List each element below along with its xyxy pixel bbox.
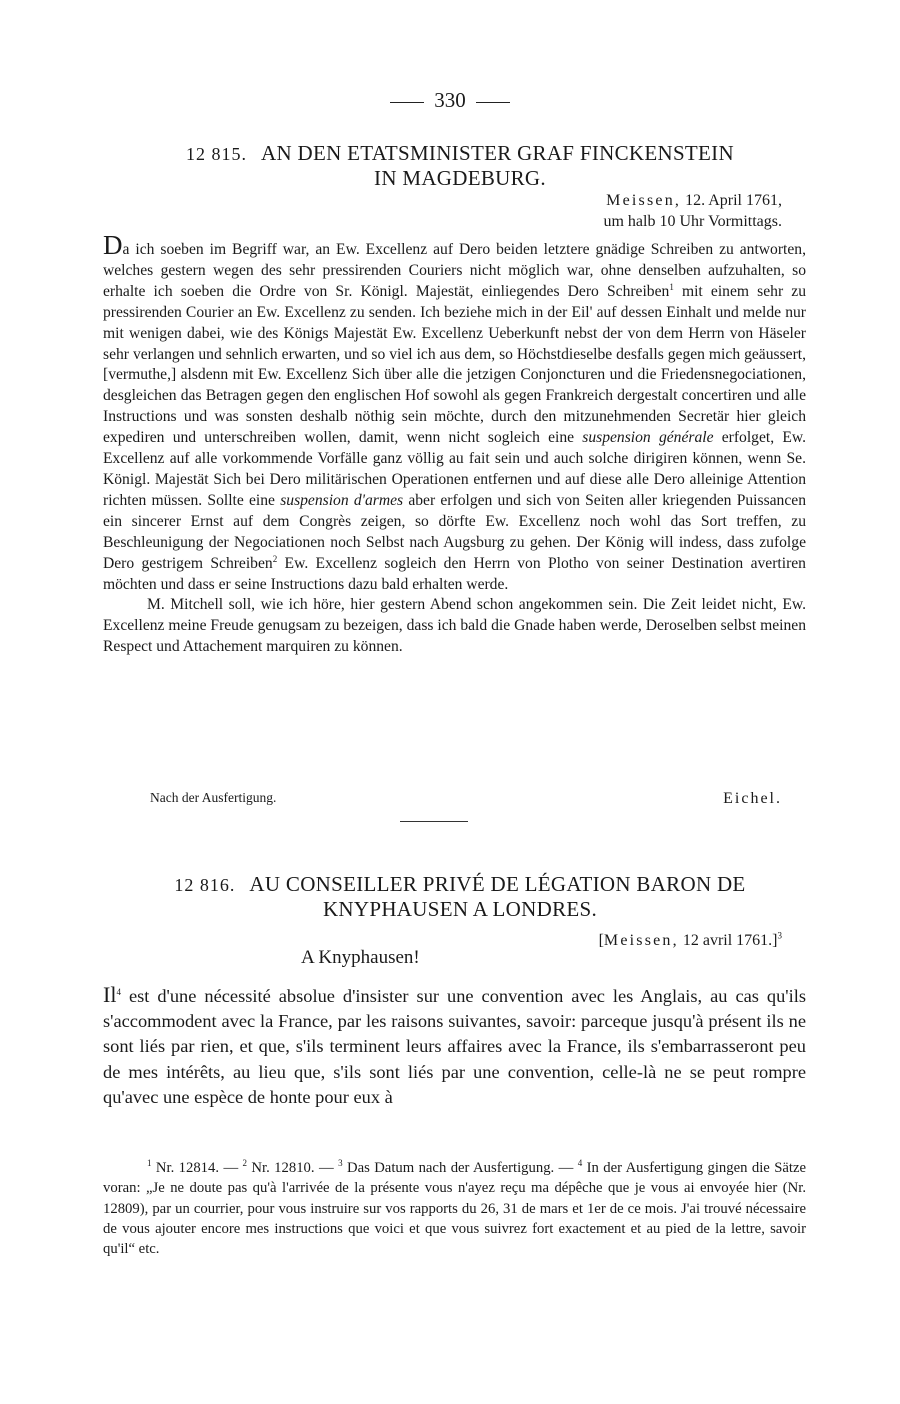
section-divider xyxy=(400,821,468,822)
footnotes xyxy=(103,1158,806,1259)
letter2-number: 12 816. xyxy=(174,875,236,895)
letter2-date-rest: 12 avril 1761.] xyxy=(678,932,778,949)
letter2-text: est d'une nécessité absolue d'insister sur une convention avec les Anglais, au cas qu'ils s'accommodent avec la France, par les raisons suivantes, savoir: parceque jusqu'à présent ils ne sont liés par rien, et que, s'ils terminent leurs affaires avec la France, ils s'embarrasseront peu de mes intérêts, au lieu que, s'ils sont liés par une convention, celle-là ne se peut rompre qu'avec une espèce de honte pour eux à xyxy=(103,986,806,1107)
letter1-text: erfolget, Ew. Excellenz auf alle vorkommende Vorfälle ganz völlig au fait sein und auch solche dirigiren können, wenn Se. Königl. Majestät Sich bei Dero militärischen Operationen entfernen und auf diese alle Dero alleinige Attention richten müssen. Sollte eine xyxy=(103,429,806,509)
letter1-source: Nach der Ausfertigung. xyxy=(150,790,277,805)
footnote-mark-3: 3 xyxy=(338,1158,343,1169)
letter1-text: Ew. Excellenz sogleich den Herrn von Plotho von seiner Destination avertiren möchten und dass er seine Instructions dazu bald erhalten werde. xyxy=(103,554,806,593)
footnote-4: In der Ausfertigung gingen die Sätze voran: „Je ne doute pas qu'à l'arrivée de la présente vous n'ayez reçu ma dépêche que je vous ai envoyée hier (Nr. 12809), par un courrier, pour vous instruire sur vos rapports du 26, 31 de mars et 1er de ce mois. J'ai trouvé nécessaire de vous ajouter encore mes instructions que voici et que vous suivrez fort exactement et au pied de la lettre, savoir qu'il“ etc. xyxy=(103,1160,806,1258)
letter1-number: 12 815. xyxy=(186,144,248,164)
letter1-paragraph-1 xyxy=(103,230,806,595)
letter1-time: um halb 10 Uhr Vormittags. xyxy=(603,213,782,230)
letter2-dropcap: Il xyxy=(103,982,117,1007)
letter1-dropcap: D xyxy=(103,230,123,260)
footnote-ref-1: 1 xyxy=(669,281,674,292)
letter1-date-rest: 12. April 1761, xyxy=(681,192,782,209)
letter2-date-bracket: [ xyxy=(598,932,604,949)
footnote-ref-3: 3 xyxy=(777,930,782,941)
footnote-ref-2: 2 xyxy=(272,553,278,564)
letter2-title-line2: KNYPHAUSEN A LONDRES. xyxy=(322,897,598,921)
letter1-footer xyxy=(150,790,782,808)
letter2-salutation: A Knyphausen! xyxy=(301,947,420,968)
letter1-text: a ich soeben im Begriff war, an Ew. Excellenz auf Dero beiden letztere gnädige Schreiben zu antworten, welches gestern wegen des sehr pressirenden Couriers nicht möglich war, ohne denselben aufzuhalten, so erhalte ich soeben die Ordre von Sr. Königl. Majestät, einliegendes Dero Schreiben xyxy=(103,241,806,300)
letter1-heading xyxy=(100,141,820,190)
footnote-1: Nr. 12814. — xyxy=(151,1160,243,1176)
letter2-paragraph-1 xyxy=(103,982,806,1110)
letter1-text: aber erfolgen und sich von Seiten aller kriegenden Puissancen ein sincerer Ernst auf dem Congrès zeigen, so dörfte Ew. Excellenz noch wohl das Sort treffen, zu Beschleunigung der Negociationen noch Selbst nach Augsburg zu gehen. Der König will indess, dass zufolge Dero gestrigem Schreiben xyxy=(103,491,806,572)
footnote-2: Nr. 12810. — xyxy=(247,1160,339,1176)
footnote-mark-2: 2 xyxy=(242,1158,248,1169)
letter1-dateline xyxy=(603,190,782,232)
letter1-text: mit einem sehr zu pressirenden Courier an Ew. Excellenz zu senden. Ich beziehe mich in der Eil' auf dessen Einhalt und melde nur mit wenigen dabei, wie des Königs Majestät Ew. Excellenz Ueberkunft nebst der von dem Herrn von Häseler sehr verlangen und sehnlich erwarten, und so viel ich aus dem, so Höchstdieselbe desfalls gegen mich geäussert, [vermuthe,] alsdenn mit Ew. Excellenz Sich über alle die jetzigen Conjoncturen und die Friedensnegociationen, desgleichen das Betragen gegen den englischen Hof sowohl als gegen Frankreich dergestalt concertiren und alle Instructions und was sonsten deshalb nöthig sein möchte, durch den mitzunehmenden Secretär hier gleich expediren und unterschreiben wollen, damit, wenn nicht sogleich eine xyxy=(103,282,806,447)
page-number-dash-left xyxy=(390,102,424,103)
italic-suspension-darmes: suspension d'armes xyxy=(280,491,404,509)
letter1-signature: Eichel. xyxy=(723,790,782,807)
letter1-paragraph-2: M. Mitchell soll, wie ich höre, hier gestern Abend schon angekommen sein. Die Zeit leidet nicht, Ew. Excellenz meine Freude genugsam zu bezeigen, dass ich bald die Gnade haben werde, Deroselben selbst meinen Respect und Attachement marquiren zu können. xyxy=(103,596,806,656)
letter1-date-place: Meissen, xyxy=(606,192,682,209)
letter2-date-place: Meissen, xyxy=(603,932,679,949)
page-number xyxy=(0,88,900,113)
letter2-title-line1: AU CONSEILLER PRIVÉ DE LÉGATION BARON DE xyxy=(249,872,746,896)
letter1-title-line2: IN MAGDEBURG. xyxy=(374,166,546,190)
footnote-mark-1: 1 xyxy=(147,1158,152,1169)
letter2-heading xyxy=(100,872,820,921)
letter2-dateline xyxy=(599,930,782,951)
page-number-dash-right xyxy=(476,102,510,103)
letter2-body xyxy=(103,982,806,1110)
footnote-ref-4: 4 xyxy=(116,986,121,997)
italic-suspension-generale: suspension générale xyxy=(582,429,714,447)
page-number-text: 330 xyxy=(434,88,466,112)
footnote-3: Das Datum nach der Ausfertigung. — xyxy=(342,1160,578,1176)
letter1-title-line1: AN DEN ETATSMINISTER GRAF FINCKENSTEIN xyxy=(261,141,734,165)
letter1-body xyxy=(103,230,806,658)
footnotes-text xyxy=(103,1158,806,1259)
footnote-mark-4: 4 xyxy=(577,1158,583,1169)
